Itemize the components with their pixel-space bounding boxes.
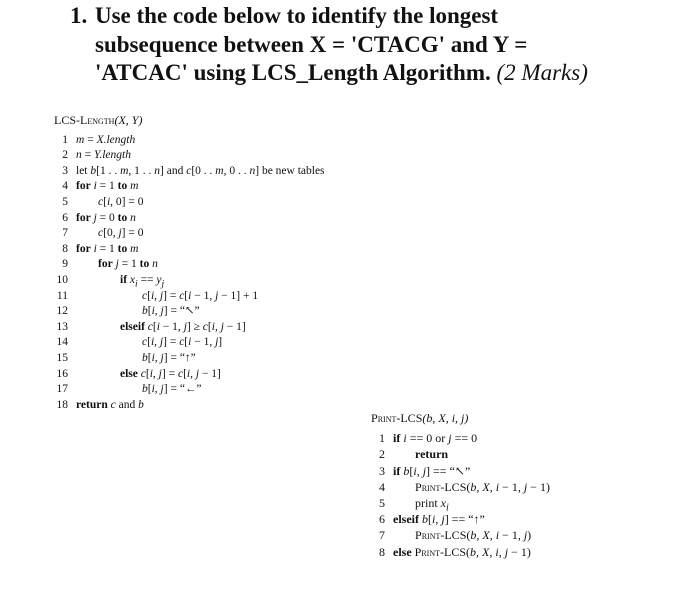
code-text: if b[i, j] == “↖” <box>393 463 471 478</box>
line-number: 2 <box>62 149 68 162</box>
code-text: elseif b[i, j] == “↑” <box>393 512 485 527</box>
code-text: if $x_i == y_j$ <box>120 273 165 290</box>
lcs-length-line-16 <box>54 367 384 383</box>
lcs-length-line-12 <box>54 304 384 320</box>
line-number: 15 <box>56 351 68 364</box>
line-number: 6 <box>379 512 385 527</box>
code-text: print $x_i$ <box>415 495 449 514</box>
print-lcs-title: Print-LCS(b, X, i, j) <box>371 411 469 425</box>
code-text: c[0, j] = 0 <box>98 227 144 240</box>
line-number: 8 <box>62 242 68 255</box>
code-text: let b[1 . . m, 1 . . n] and c[0 . . m, 0 . . n] be new tables <box>76 164 325 177</box>
code-text: c[i, 0] = 0 <box>98 195 144 208</box>
code-text: Print-LCS(b, X, i − 1, j − 1) <box>415 479 550 494</box>
lcs-length-code <box>54 133 384 414</box>
code-text: b[i, j] = “↑” <box>142 351 196 364</box>
code-text: return c and b <box>76 398 144 411</box>
line-number: 5 <box>379 495 385 510</box>
line-number: 17 <box>56 383 68 396</box>
line-number: 4 <box>379 479 385 494</box>
code-text: for i = 1 to m <box>76 242 139 255</box>
lcs-length-line-1 <box>54 133 384 149</box>
print-lcs-algorithm <box>371 410 671 560</box>
code-text: elseif c[i − 1, j] ≥ c[i, j − 1] <box>120 320 246 333</box>
code-text: for j = 0 to n <box>76 211 136 224</box>
question-line-3 <box>95 59 588 88</box>
code-text: else c[i, j] = c[i, j − 1] <box>120 367 221 380</box>
line-number: 1 <box>379 431 385 446</box>
code-text: c[i, j] = c[i − 1, j] <box>142 336 223 349</box>
line-number: 18 <box>56 398 68 411</box>
lcs-length-line-10 <box>54 273 384 289</box>
line-number: 9 <box>62 258 68 271</box>
lcs-length-title: LCS-Length(X, Y) <box>54 113 143 127</box>
line-number: 2 <box>379 447 385 462</box>
line-number: 4 <box>62 180 68 193</box>
print-lcs-line-1 <box>371 430 671 446</box>
lcs-length-line-8 <box>54 242 384 258</box>
print-lcs-line-7 <box>371 527 671 543</box>
code-text: if i == 0 or j == 0 <box>393 431 478 446</box>
lcs-length-line-5 <box>54 195 384 211</box>
lcs-length-line-14 <box>54 335 384 351</box>
print-lcs-line-8 <box>371 544 671 560</box>
lcs-length-line-15 <box>54 351 384 367</box>
lcs-length-line-4 <box>54 179 384 195</box>
line-number: 6 <box>62 211 68 224</box>
line-number: 7 <box>379 528 385 543</box>
lcs-length-line-13 <box>54 320 384 336</box>
lcs-length-line-6 <box>54 211 384 227</box>
print-lcs-line-2 <box>371 446 671 462</box>
line-number: 8 <box>379 544 385 559</box>
line-number: 13 <box>56 320 68 333</box>
print-lcs-line-5 <box>371 495 671 514</box>
lcs-length-line-11 <box>54 289 384 305</box>
code-text: for i = 1 to m <box>76 180 139 193</box>
line-number: 16 <box>56 367 68 380</box>
question-line-3-text: 'ATCAC' using LCS_Length Algorithm. <box>95 60 491 85</box>
code-text: c[i, j] = c[i − 1, j − 1] + 1 <box>142 289 259 302</box>
line-number: 7 <box>62 227 68 240</box>
lcs-length-line-7 <box>54 226 384 242</box>
question-number: 1. <box>70 3 88 28</box>
question-line-2: subsequence between X = 'CTACG' and Y = <box>95 31 528 57</box>
question-marks: (2 Marks) <box>496 60 588 85</box>
lcs-length-line-3 <box>54 164 384 180</box>
line-number: 11 <box>56 289 68 302</box>
lcs-length-algorithm <box>54 113 384 413</box>
print-lcs-code <box>371 430 671 560</box>
code-text: return <box>415 447 449 462</box>
code-text: b[i, j] = “↖” <box>142 305 200 318</box>
lcs-length-line-2 <box>54 148 384 164</box>
line-number: 1 <box>62 133 68 146</box>
code-text: n = Y.length <box>76 149 131 162</box>
line-number: 14 <box>56 336 68 349</box>
line-number: 5 <box>62 195 68 208</box>
lcs-length-line-9 <box>54 257 384 273</box>
code-text: else Print-LCS(b, X, i, j − 1) <box>393 544 531 559</box>
line-number: 3 <box>62 164 68 177</box>
print-lcs-line-3 <box>371 463 671 479</box>
question-line-1: Use the code below to identify the longest <box>95 3 499 28</box>
lcs-length-line-18 <box>54 398 384 414</box>
code-text: m = X.length <box>76 133 136 146</box>
line-number: 3 <box>379 463 385 478</box>
code-text: for j = 1 to n <box>98 258 158 271</box>
line-number: 12 <box>56 305 68 318</box>
code-text: Print-LCS(b, X, i − 1, j) <box>415 528 532 543</box>
line-number: 10 <box>56 273 68 286</box>
print-lcs-line-4 <box>371 479 671 495</box>
lcs-length-line-17 <box>54 382 384 398</box>
print-lcs-line-6 <box>371 511 671 527</box>
code-text: b[i, j] = “←” <box>142 383 202 396</box>
